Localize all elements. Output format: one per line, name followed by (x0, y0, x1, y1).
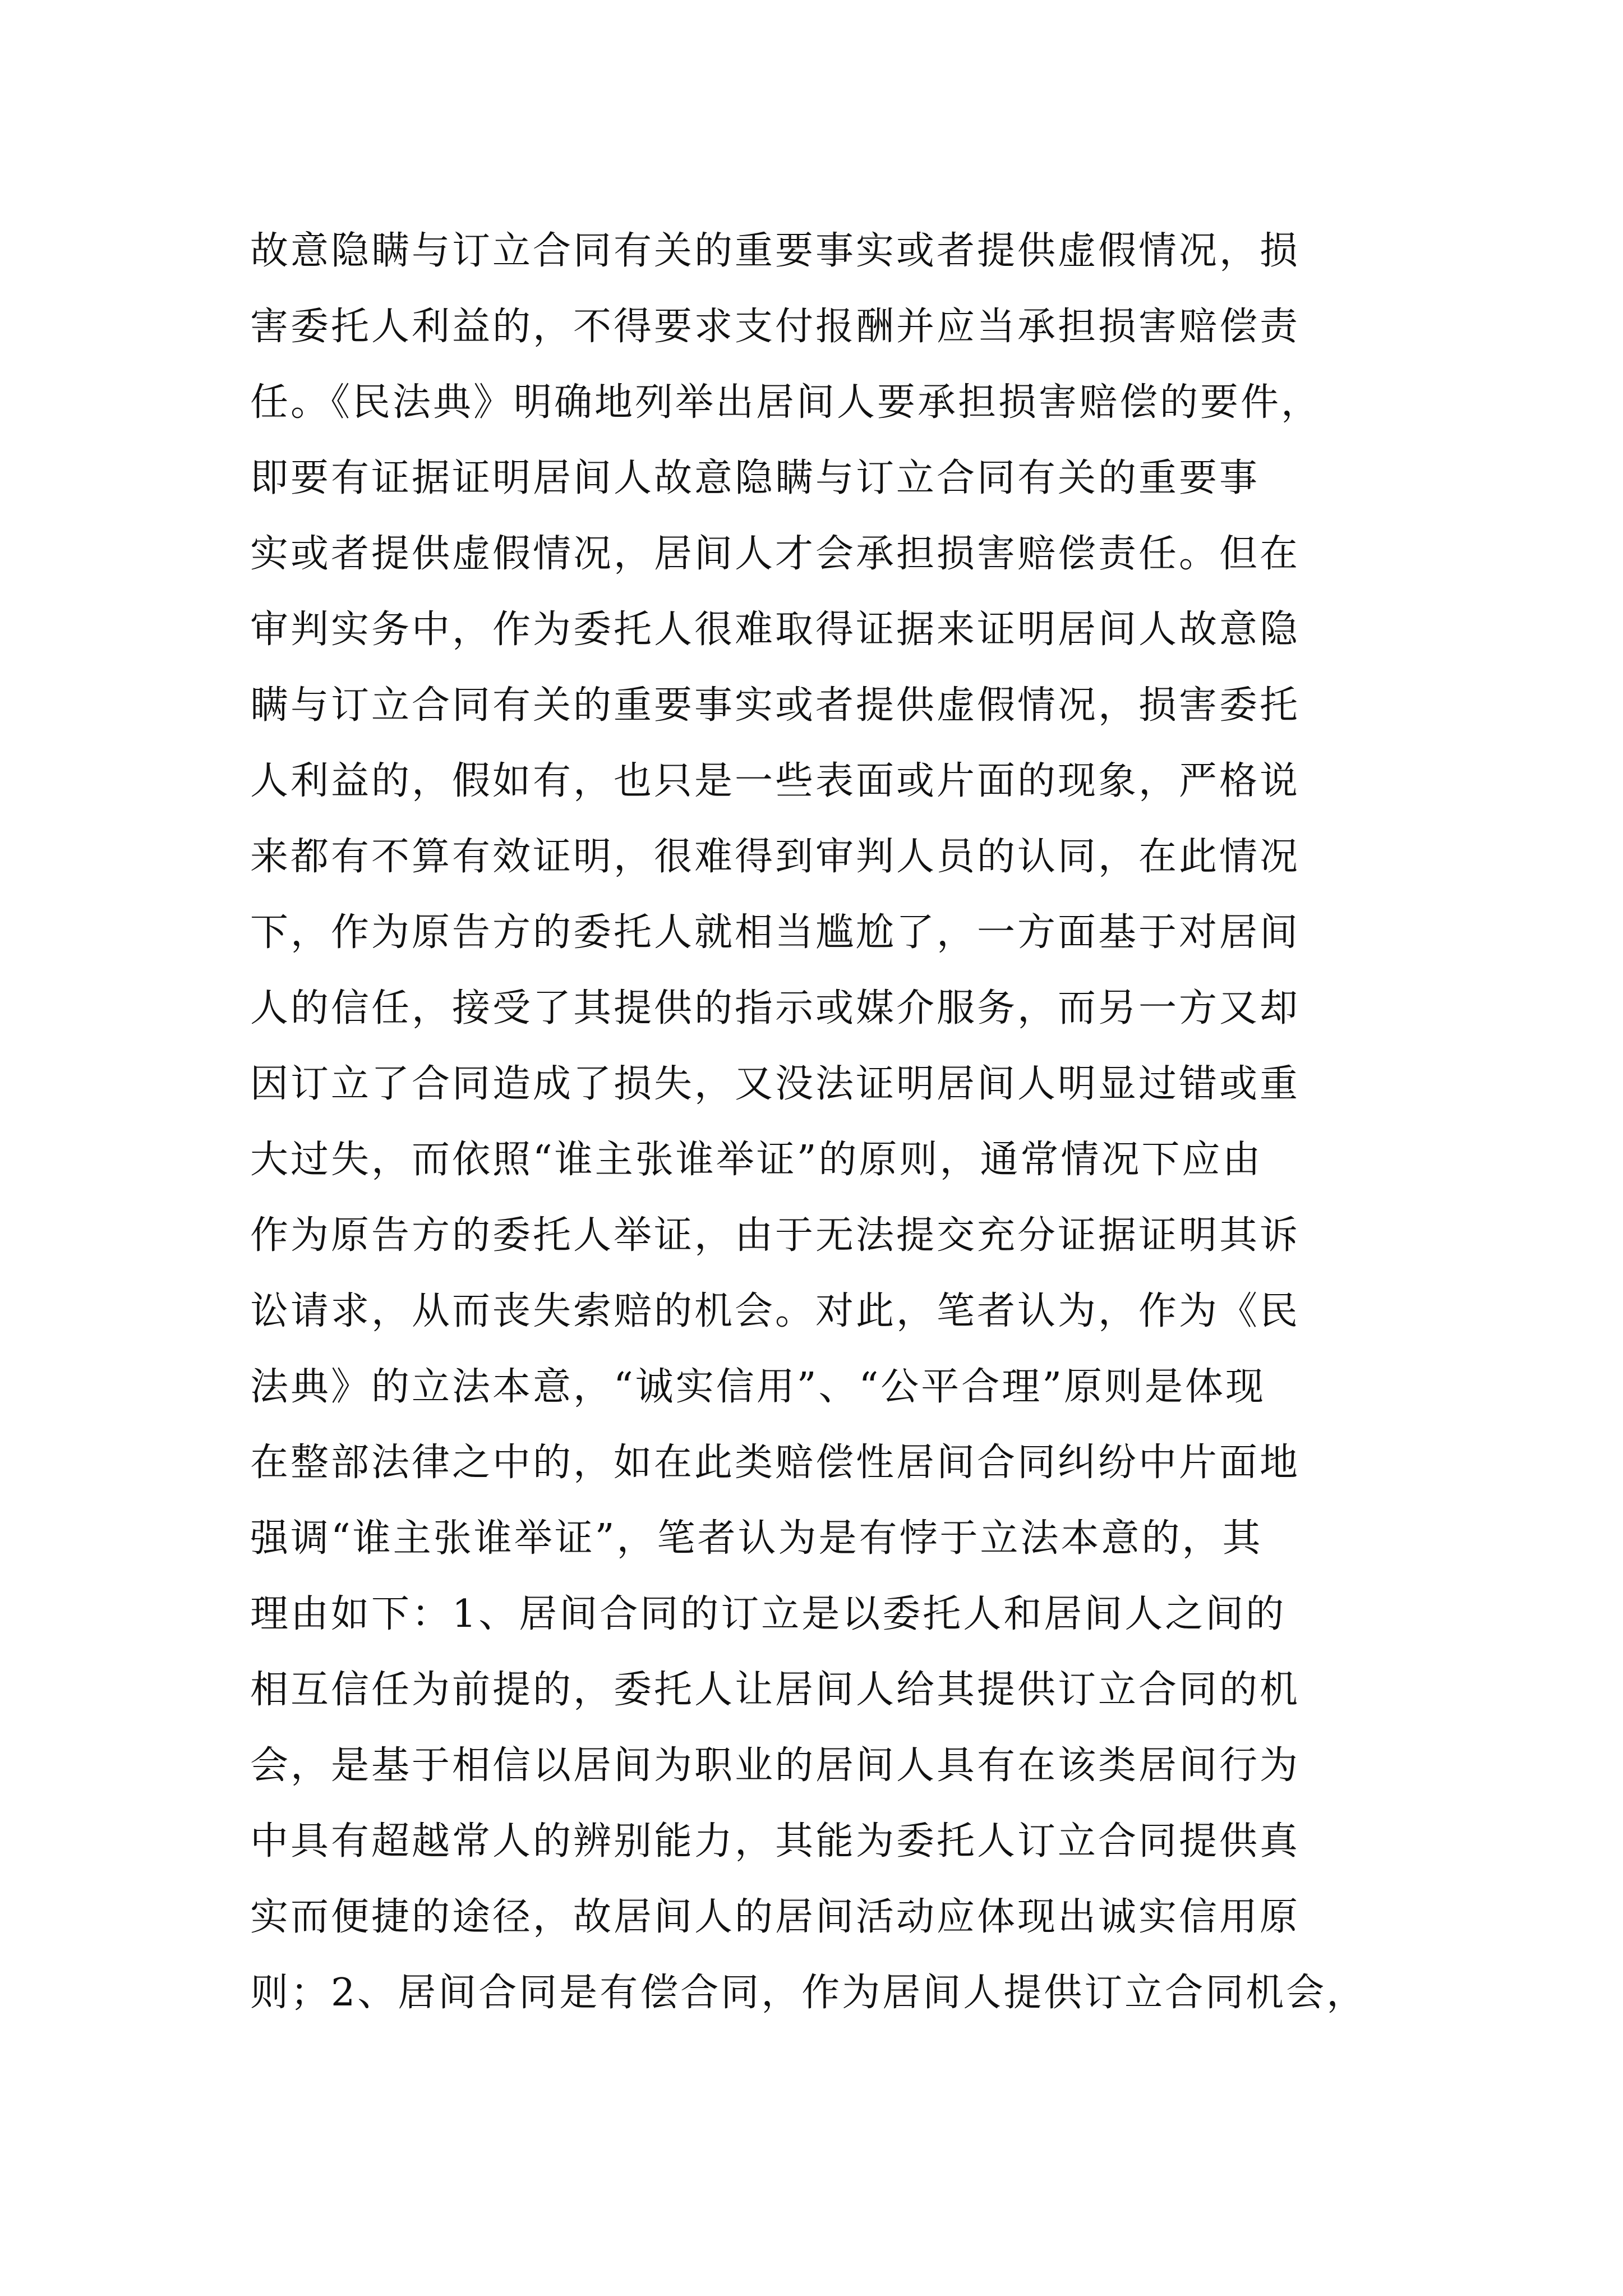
text-line: 人的信任，接受了其提供的指示或媒介服务，而另一方又却 (250, 986, 1301, 1030)
text-line: 人利益的，假如有，也只是一些表面或片面的现象，严格说 (250, 759, 1301, 803)
text-line: 强调“谁主张谁举证”，笔者认为是有悖于立法本意的，其 (250, 1516, 1263, 1561)
text-line: 即要有证据证明居间人故意隐瞒与订立合同有关的重要事 (250, 456, 1260, 500)
text-line: 讼请求，从而丧失索赔的机会。对此，笔者认为，作为《民 (250, 1289, 1301, 1333)
text-line: 相互信任为前提的，委托人让居间人给其提供订立合同的机 (250, 1668, 1301, 1712)
text-line: 害委托人利益的，不得要求支付报酬并应当承担损害赔偿责 (250, 305, 1301, 349)
text-line: 大过失，而依照“谁主张谁举证”的原则，通常情况下应由 (250, 1138, 1263, 1182)
text-line: 理由如下：1、居间合同的订立是以委托人和居间人之间的 (250, 1592, 1287, 1636)
text-line: 故意隐瞒与订立合同有关的重要事实或者提供虚假情况，损 (250, 229, 1301, 273)
text-line: 实或者提供虚假情况，居间人才会承担损害赔偿责任。但在 (250, 532, 1301, 576)
text-line: 实而便捷的途径，故居间人的居间活动应体现出诚实信用原 (250, 1895, 1301, 1939)
text-line: 瞒与订立合同有关的重要事实或者提供虚假情况，损害委托 (250, 683, 1301, 728)
text-line: 下，作为原告方的委托人就相当尴尬了，一方面基于对居间 (250, 910, 1301, 955)
text-line: 会，是基于相信以居间为职业的居间人具有在该类居间行为 (250, 1743, 1301, 1788)
text-line: 中具有超越常人的辨别能力，其能为委托人订立合同提供真 (250, 1819, 1301, 1864)
text-line: 因订立了合同造成了损失，又没法证明居间人明显过错或重 (250, 1062, 1301, 1106)
text-line: 来都有不算有效证明，很难得到审判人员的认同，在此情况 (250, 835, 1301, 879)
body-text (250, 213, 1417, 2031)
text-line: 审判实务中，作为委托人很难取得证据来证明居间人故意隐 (250, 608, 1301, 652)
text-line: 在整部法律之中的，如在此类赔偿性居间合同纠纷中片面地 (250, 1441, 1301, 1485)
text-line: 法典》的立法本意，“诚实信用”、“公平合理”原则是体现 (250, 1365, 1266, 1409)
text-line: 作为原告方的委托人举证，由于无法提交充分证据证明其诉 (250, 1213, 1301, 1258)
text-line: 任。《民法典》明确地列举出居间人要承担损害赔偿的要件， (250, 380, 1322, 425)
text-line: 则；2、居间合同是有偿合同，作为居间人提供订立合同机会， (250, 1971, 1367, 2015)
